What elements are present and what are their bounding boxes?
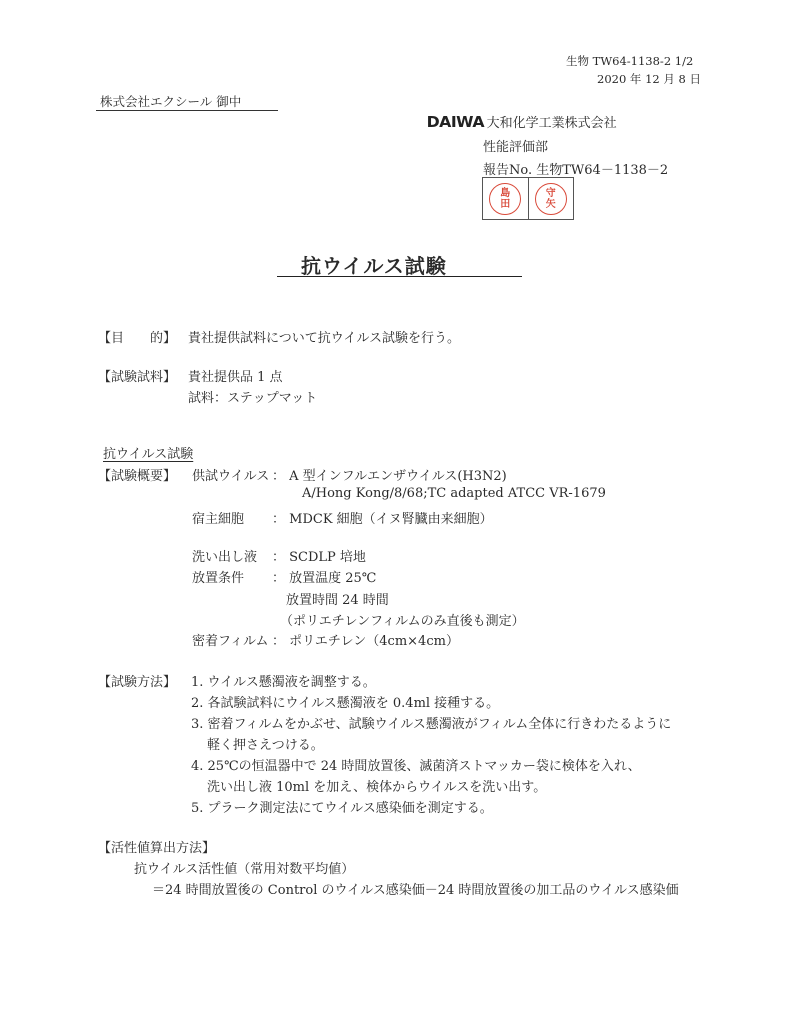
virus-strain: A/Hong Kong/8/68;TC adapted ATCC VR-1679 xyxy=(302,486,606,501)
calc-line1: 抗ウイルス活性値（常用対数平均値） xyxy=(134,862,355,877)
document-date: 2020 年 12 月 8 日 xyxy=(597,72,701,86)
method-step-continued: 軽く押さえつける。 xyxy=(207,738,324,753)
calc-label: 【活性値算出方法】 xyxy=(98,841,216,856)
condition-time: 放置時間 24 時間 xyxy=(286,593,389,608)
purpose-text: 貴社提供試料について抗ウイルス試験を行う。 xyxy=(188,331,460,346)
wash-value: ： SCDLP 培地 xyxy=(272,550,366,565)
host-label: 宿主細胞 xyxy=(192,512,245,527)
method-step: 4. 25℃の恒温器中で 24 時間放置後、滅菌済ストマッカー袋に検体を入れ、 xyxy=(191,759,641,774)
method-step: 3. 密着フィルムをかぶせ、試験ウイルス懸濁液がフィルム全体に行きわたるように xyxy=(191,717,672,732)
title-underline xyxy=(277,276,522,277)
department: 性能評価部 xyxy=(483,140,549,155)
company-block xyxy=(428,112,617,131)
seal-stamp-icon: 守 矢 xyxy=(535,183,567,215)
seal-stamp-icon: 島 田 xyxy=(489,183,521,215)
condition-label: 放置条件 xyxy=(192,571,245,586)
recipient-underline xyxy=(96,110,278,111)
method-step: 5. プラーク測定法にてウイルス感染価を測定する。 xyxy=(191,801,493,816)
page-title: 抗ウイルス試験 xyxy=(301,254,447,278)
wash-label: 洗い出し液 xyxy=(192,550,258,565)
condition-note: （ポリエチレンフィルムのみ直後も測定） xyxy=(280,614,525,629)
virus-label: 供試ウイルス xyxy=(192,469,270,484)
overview-label: 【試験概要】 xyxy=(98,469,177,484)
report-number: 報告No. 生物TW64－1138－2 xyxy=(483,163,669,178)
company-name: 大和化学工業株式会社 xyxy=(486,116,617,131)
company-logo: DAIWA xyxy=(426,112,484,131)
sample-label: 【試験試料】 xyxy=(98,370,177,385)
purpose-label: 【目 的】 xyxy=(98,331,177,346)
host-value: ： MDCK 細胞（イヌ腎臓由来細胞） xyxy=(272,512,493,527)
recipient: 株式会社エクシール 御中 xyxy=(100,94,242,109)
method-label: 【試験方法】 xyxy=(98,675,177,690)
film-value: ： ポリエチレン（4cm×4cm） xyxy=(272,634,459,649)
calc-line2: ＝24 時間放置後の Control のウイルス感染価－24 時間放置後の加工品のウイルス感染価 xyxy=(152,883,679,898)
sample-text: 貴社提供品 1 点 xyxy=(188,370,283,385)
approval-stamp-box xyxy=(482,177,574,220)
section-heading: 抗ウイルス試験 xyxy=(103,447,194,462)
film-label: 密着フィルム xyxy=(192,634,269,649)
sample-detail: 試料：ステップマット xyxy=(188,391,318,406)
stamp-cell xyxy=(483,178,528,219)
method-step-continued: 洗い出し液 10ml を加え、検体からウイルスを洗い出す。 xyxy=(207,780,547,795)
condition-value: ： 放置温度 25℃ xyxy=(272,571,377,586)
method-step: 1. ウイルス懸濁液を調整する。 xyxy=(191,675,376,690)
virus-value: ： A 型インフルエンザウイルス(H3N2) xyxy=(272,469,507,484)
document-id: 生物 TW64-1138-2 1/2 xyxy=(566,54,694,68)
stamp-cell xyxy=(528,178,574,219)
method-step: 2. 各試験試料にウイルス懸濁液を 0.4ml 接種する。 xyxy=(191,696,500,711)
